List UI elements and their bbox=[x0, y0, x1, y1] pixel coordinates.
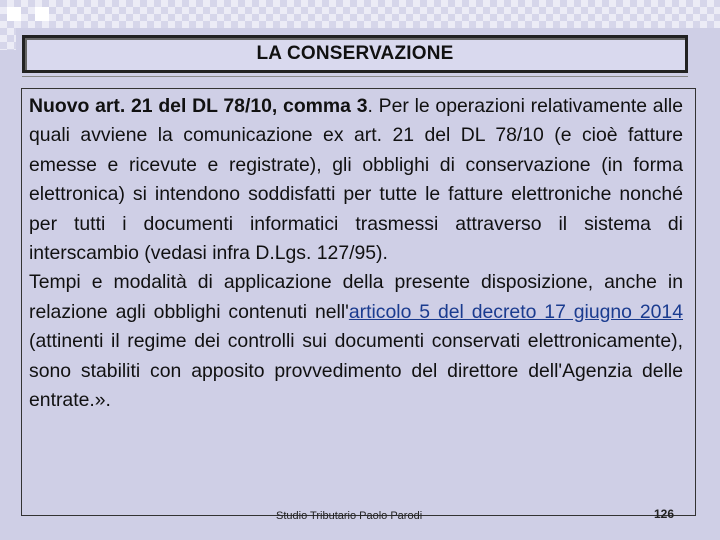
paragraph-2-text-end: (attinenti il regime dei controlli sui documenti conservati elettronicamente), sono stabiliti con apposito provvedimento del direttore dell'Agenzia delle entrate.». bbox=[29, 330, 683, 412]
footer-author: Studio Tributario Paolo Parodi bbox=[276, 510, 423, 522]
paragraph-1 bbox=[29, 92, 683, 268]
header-checker-pattern bbox=[0, 0, 720, 28]
paragraph-1-text: Per le operazioni relativamente alle quali avviene la comunicazione ex art. 21 del DL 78/10 (e cioè fatture emesse e ricevute e registrate), gli obblighi di conservazione (in forma elettronica) si intendono soddisfatti per tutte le fatture elettroniche nonché per tutti i documenti informatici trasmessi attraverso il sistema di interscambio (vedasi infra D.Lgs. 127/95). bbox=[29, 95, 683, 265]
heading-period: . bbox=[367, 95, 373, 117]
paragraph-2 bbox=[29, 268, 683, 415]
decree-link[interactable]: articolo 5 del decreto 17 giugno 2014 bbox=[348, 300, 683, 323]
side-checker-strip bbox=[0, 28, 16, 50]
decorative-square bbox=[35, 7, 49, 21]
section-heading: Nuovo art. 21 del DL 78/10, comma 3 bbox=[29, 95, 368, 117]
decorative-square bbox=[7, 7, 21, 21]
title-divider bbox=[22, 76, 688, 77]
slide-title: LA CONSERVAZIONE bbox=[256, 43, 454, 64]
page-number: 126 bbox=[654, 507, 675, 521]
slide-title-box bbox=[22, 35, 688, 73]
paragraph-2-text-start: Tempi e modalità di applicazione della presente disposizione, anche in relazione agli obblighi contenuti nell' bbox=[29, 271, 683, 323]
slide-body bbox=[29, 92, 683, 415]
